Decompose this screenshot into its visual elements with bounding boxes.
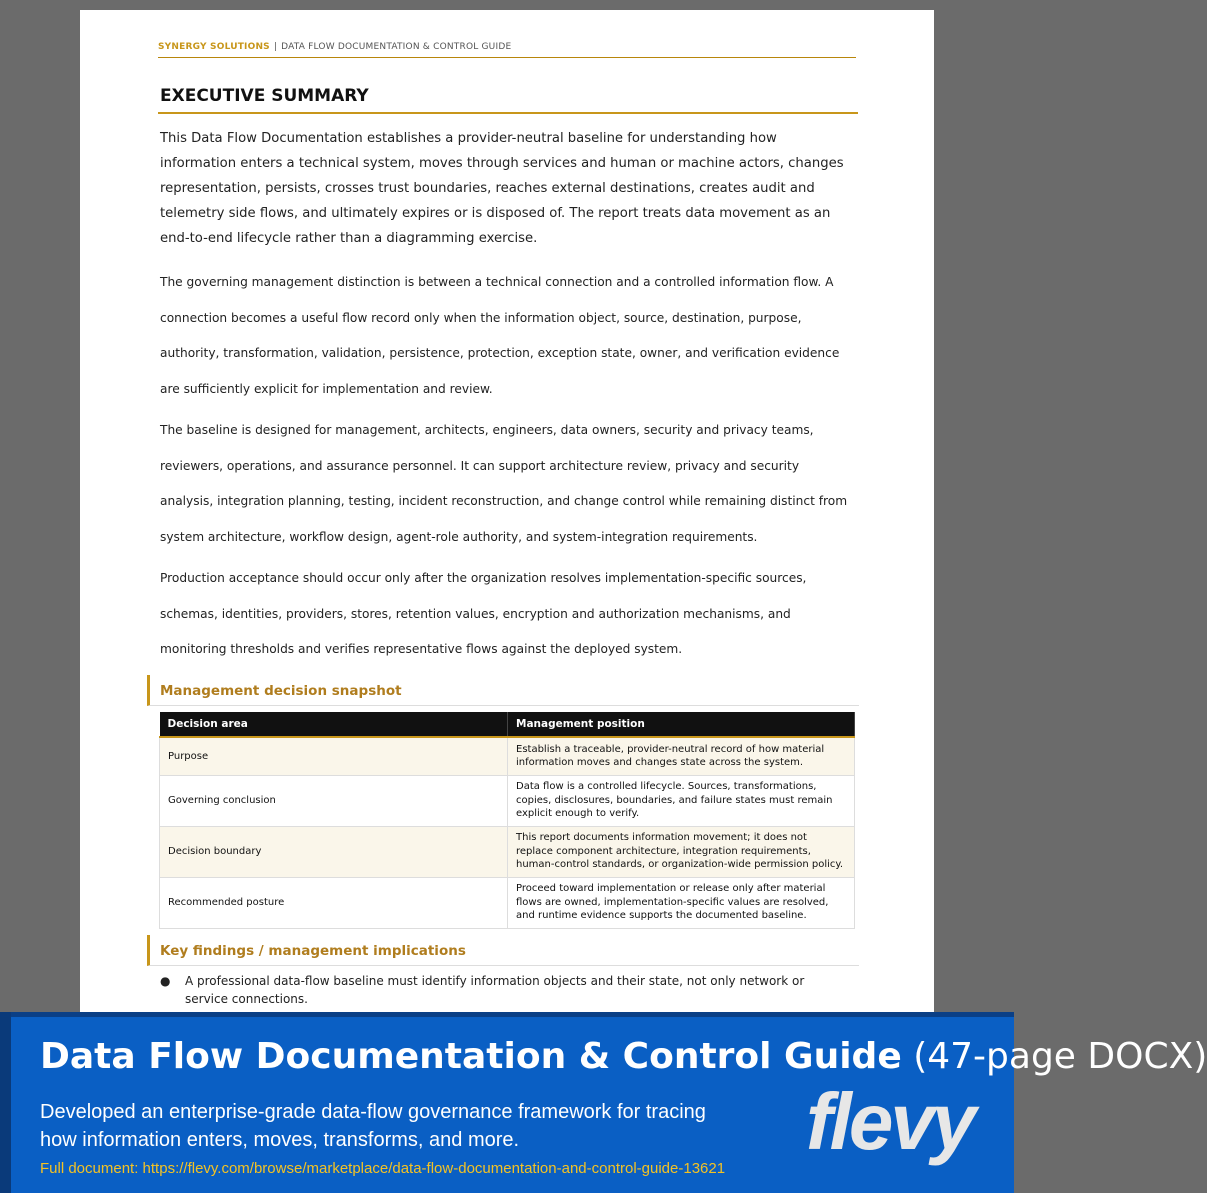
table-cell: Establish a traceable, provider-neutral record of how material information moves and changes state across the system.	[508, 737, 855, 775]
table-cell: Recommended posture	[160, 877, 508, 928]
flevy-logo: flevy	[806, 1077, 974, 1166]
table-row	[160, 737, 855, 775]
paragraph-audience: The baseline is designed for management, architects, engineers, data owners, security and privacy teams, reviewers, operations, and assurance personnel. It can support architecture review, privacy and security analysis, integration planning, testing, incident reconstruction, and change control while remaining distinct from system architecture, workflow design, agent-role authority, and system-integration requirements.	[160, 423, 848, 544]
promo-banner	[0, 1012, 1207, 1193]
list-item	[160, 972, 850, 1008]
table-cell: Data flow is a controlled lifecycle. Sources, transformations, copies, disclosures, boundaries, and failure states must remain explicit enough to verify.	[508, 775, 855, 826]
banner-title-pages: (47-page DOCX)	[913, 1036, 1207, 1077]
table-cell: Decision boundary	[160, 826, 508, 877]
paragraph-acceptance: Production acceptance should occur only after the organization resolves implementation-specific sources, schemas, identities, providers, stores, retention values, encryption and authorization mechanisms, and monitoring thresholds and verifies representative flows against the deployed system.	[160, 571, 807, 656]
banner-title-main: Data Flow Documentation & Control Guide	[40, 1036, 902, 1077]
banner-top-edge	[0, 1012, 1014, 1017]
running-header	[158, 42, 856, 58]
table-row	[160, 826, 855, 877]
banner-title	[40, 1036, 1207, 1077]
section-heading: EXECUTIVE SUMMARY	[158, 86, 858, 114]
table-header: Decision area	[160, 712, 508, 737]
table-cell: Proceed toward implementation or release only after material flows are owned, implementation-specific values are resolved, and runtime evidence supports the documented baseline.	[508, 877, 855, 928]
table-row	[160, 775, 855, 826]
paragraph-governing: The governing management distinction is between a technical connection and a controlled information flow. A connection becomes a useful flow record only when the information object, source, destination, purpose, authority, transformation, validation, persistence, protection, exception state, owner, and verification evidence are sufficiently explicit for implementation and review.	[160, 275, 840, 396]
subsection-heading-snapshot	[147, 675, 859, 706]
bullet-icon: ●	[160, 974, 171, 988]
document-page	[80, 10, 934, 1020]
table-cell: This report documents information movement; it does not replace component architecture, integration requirements, human-control standards, or organization-wide permission policy.	[508, 826, 855, 877]
banner-subtitle-line: how information enters, moves, transforms, and more.	[40, 1129, 520, 1151]
header-doc-title: DATA FLOW DOCUMENTATION & CONTROL GUIDE	[281, 42, 512, 52]
paragraph-intro: This Data Flow Documentation establishes a provider-neutral baseline for understanding how information enters a technical system, moves through services and human or machine actors, changes representation, persists, crosses trust boundaries, reaches external destinations, creates audit and telemetry side flows, and ultimately expires or is disposed of. The report treats data movement as an end-to-end lifecycle rather than a diagramming exercise.	[160, 131, 844, 246]
subsection-heading-findings	[147, 935, 859, 966]
banner-subtitle	[40, 1098, 740, 1154]
subsection-title: Management decision snapshot	[160, 683, 402, 699]
table-header: Management position	[508, 712, 855, 737]
table-header-row	[160, 712, 855, 737]
banner-subtitle-line: Developed an enterprise-grade data-flow governance framework for tracing	[40, 1101, 706, 1123]
header-brand: SYNERGY SOLUTIONS	[158, 42, 270, 52]
table-row	[160, 877, 855, 928]
banner-link[interactable]: Full document: https://flevy.com/browse/marketplace/data-flow-documentation-and-control-guide-13621	[40, 1160, 726, 1177]
table-cell: Purpose	[160, 737, 508, 775]
decision-table	[159, 712, 855, 929]
header-separator: |	[273, 42, 278, 52]
table-cell: Governing conclusion	[160, 775, 508, 826]
list-item-text: A professional data-flow baseline must identify information objects and their state, not only network or service connections.	[185, 974, 805, 1006]
subsection-title: Key findings / management implications	[160, 943, 466, 959]
banner-left-edge	[0, 1012, 11, 1193]
